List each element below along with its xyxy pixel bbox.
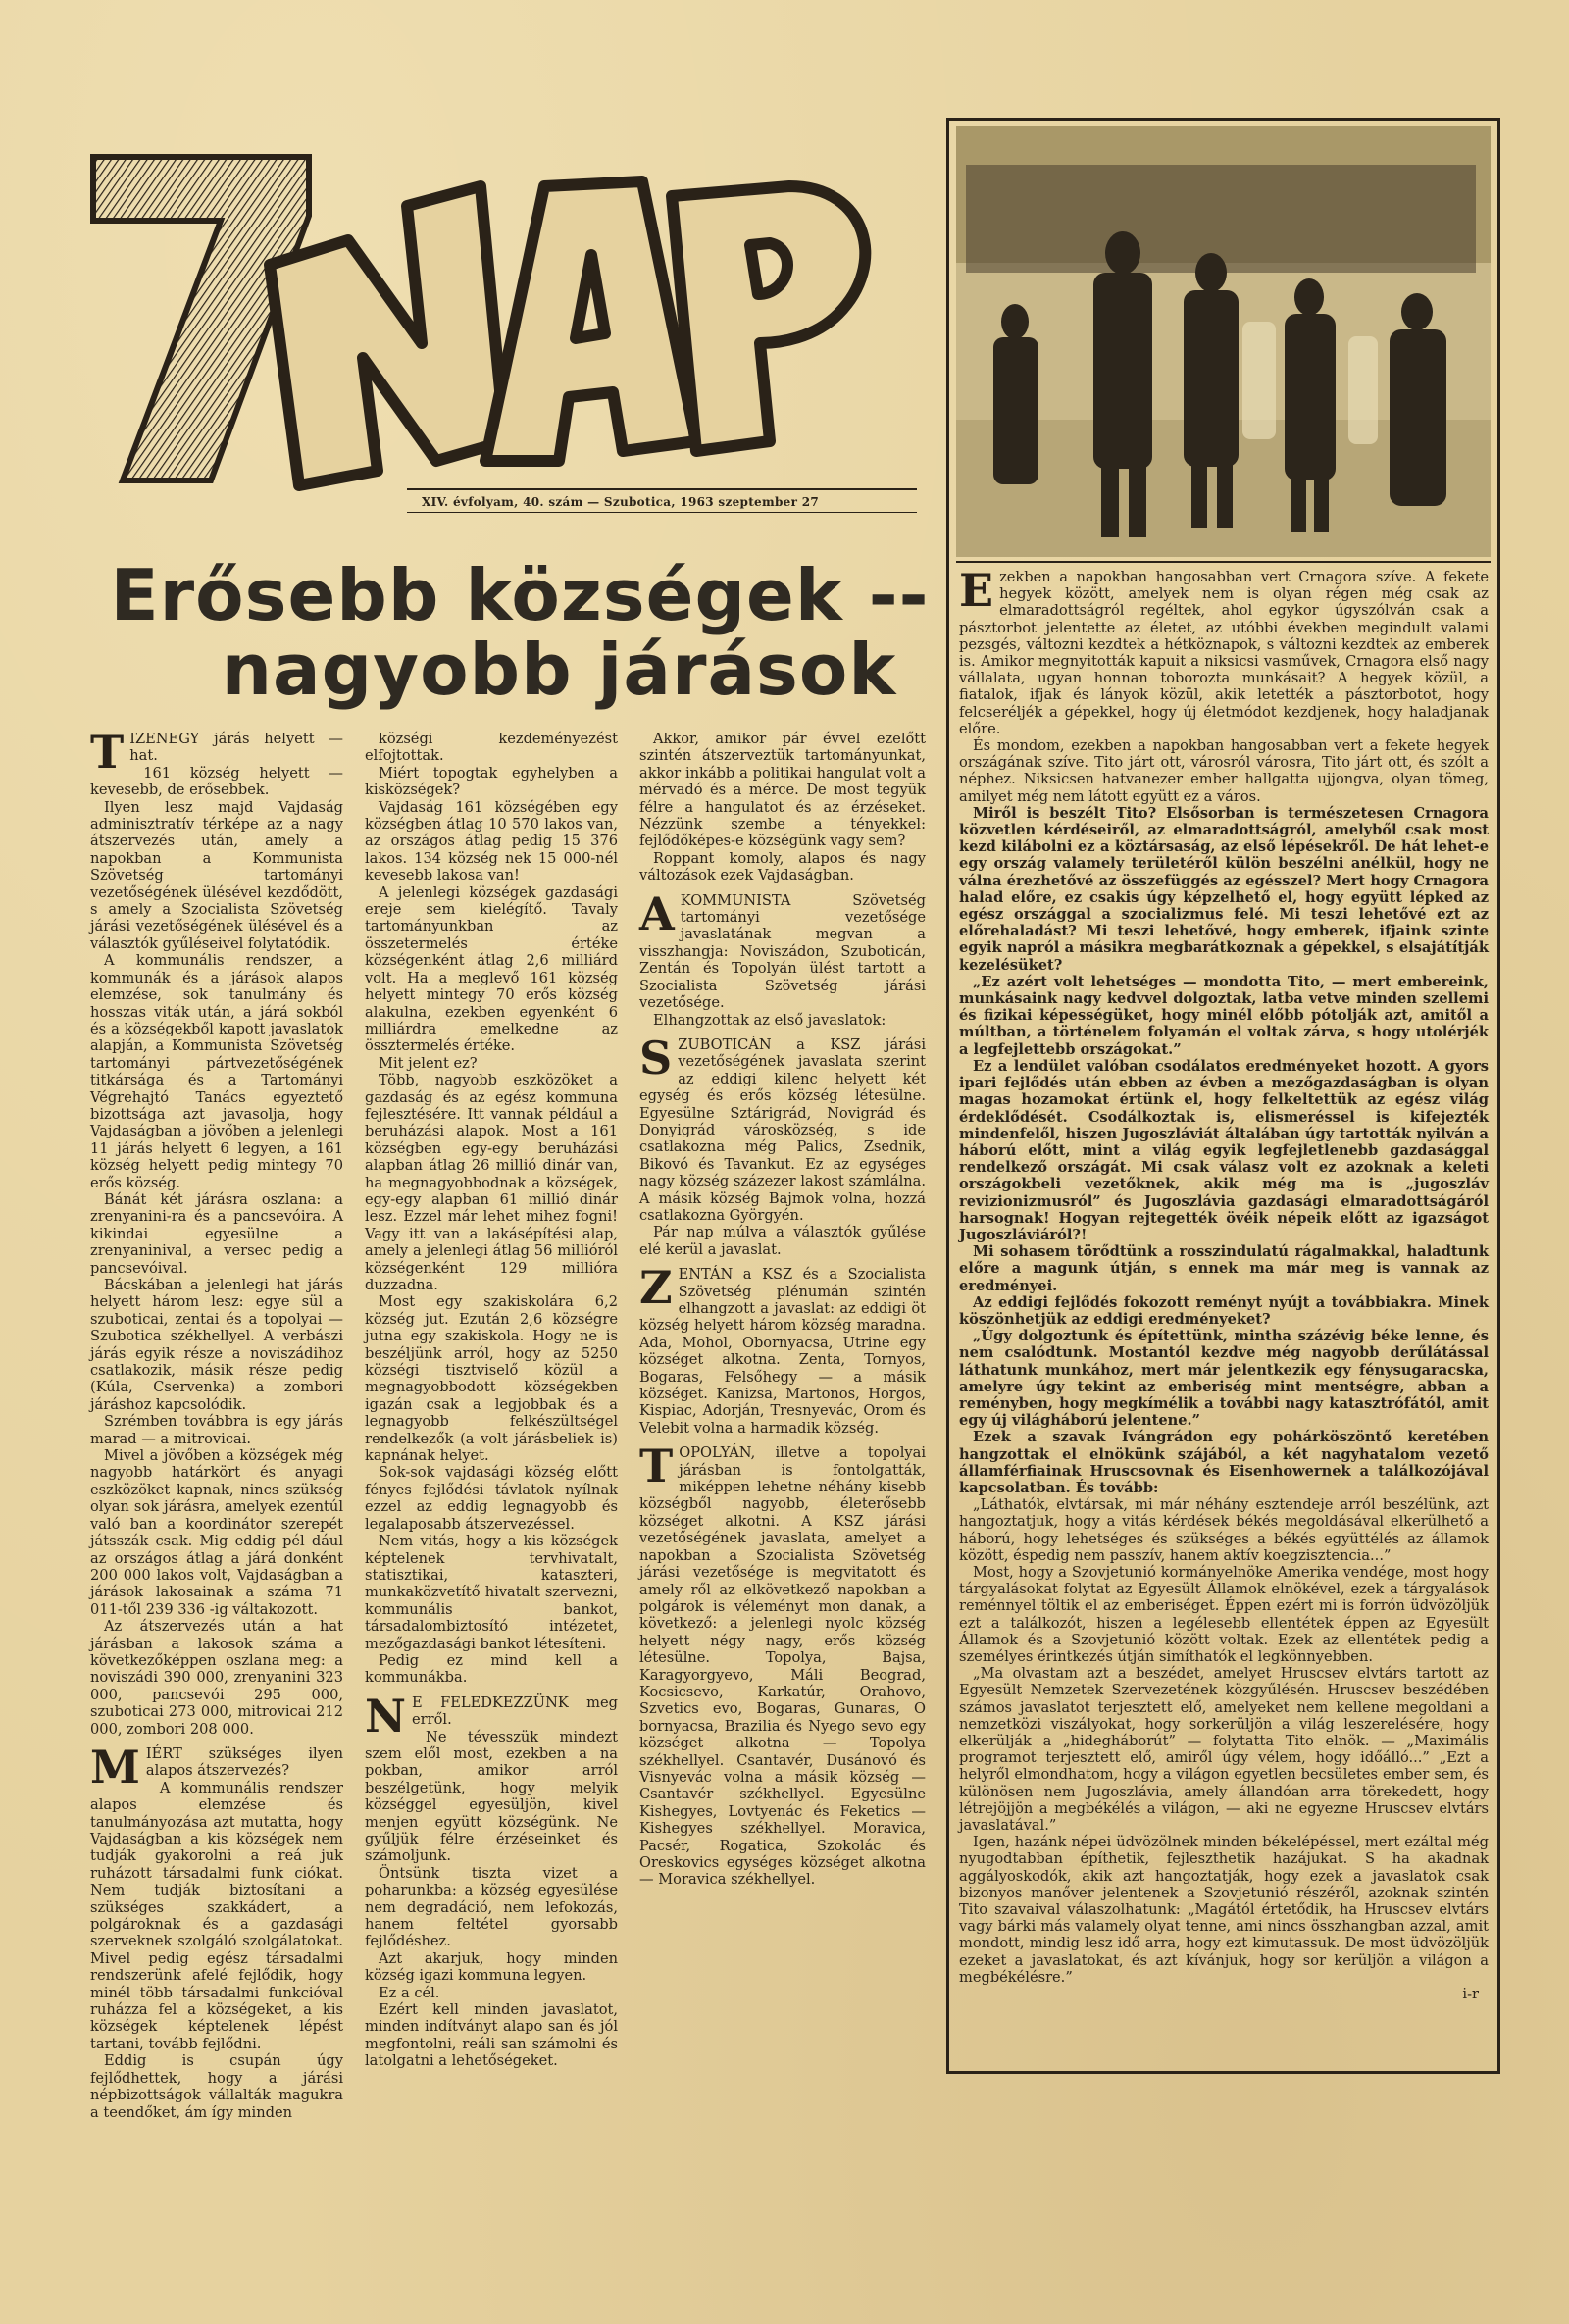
paragraph: IZENEGY járás helyett — hat.	[129, 731, 343, 765]
author-signature: i-r	[1462, 1986, 1479, 2003]
paragraph: községi kezdeményezést elfojtottak.	[365, 731, 618, 765]
photo-rule	[956, 561, 1491, 563]
paragraph: A kommunális rendszer alapos elemzése és tanulmányozása azt mutatta, hogy Vajdaságban a kis községek nem tudják gyakorolni a reá juk ruházott társadalmi funk ciókat. Nem tudják biztosítani a szükséges szakkádert, a polgároknak és a gazdasági szerveknek szolgáló szolgálatokat. Mivel pedig egész társadalmi rendszerünk afelé fejlődik, hogy minél több társadalmi funkcióval ruházza fel a községeket, a kis községek képtelenek lépést tartani, tovább fejlődni.	[90, 1779, 343, 2052]
main-headline	[88, 554, 951, 711]
paragraph: Ne tévesszük mindezt szem elől most, ezekben a na pokban, amikor arról beszélgetünk, hogy melyik községgel egyesüljön, kivel menjen együtt községünk. Ne gyűljük félre érzéseinket és számoljunk.	[365, 1728, 618, 1865]
paragraph: Ez a lendület valóban csodálatos eredményeket hozott. A gyors ipari fejlődés után ebben az évben a mezőgazdaságban is olyan magas hozamokat értünk el, hogy felkeltettük az egész világ érdeklődését. Csodálkoztak is, elismeréssel is kifejezték mindenfelől, hiszen Jugoszláviát általában úgy tartották nyilván a háború előtt, mint a világ egyik legfejletlenebb gazdasággal rendelkező országát. Mi csak válasz volt ez azoknak a keleti országokbeli vezetőknek, akik még ma is „jugoszláv revizionizmusról” és Jugoszlávia gazdasági elmaradottságáról harsognak! Hogyan rejtegették övéik népeik előtt az igazságot Jugoszláviáról?!	[959, 1057, 1489, 1243]
article-column-1	[90, 726, 343, 2121]
paragraph: Bánát két járásra oszlana: a zrenyanini-ra és a pancsevóira. A kikindai egyesülne a zrenyaninival, a versec pedig a pancsevóival.	[90, 1190, 343, 1277]
paragraph: zekben a napokban hangosabban vert Crnagora szíve. A fekete hegyek között, amelyek nem is olyan régen még csak az elmaradottságról regéltek, ahol egykor úgyszólván csak a pásztorbot jelentette az életet, az utóbbi években megindult valami pezsgés, változni kezdtek a hétköznapok, s változni kezdtek az emberek is. Amikor megnyitották kapuit a niksicsi vasművek, Crnagora első nagy vállalata, ugyan honnan toborozta munkásait? A hegyek közül, a fiatalok, ifjak és lányok közül, akik letették a pásztorbotot, hogy felcseréljék a gépekkel, hogy új életmódot kezdjenek, hogy haladjanak előre.	[959, 569, 1489, 737]
paragraph: Mivel a jövőben a községek még nagyobb határkört és anyagi eszközöket kapnak, nincs szükség olyan sok járásra, amelyek ezentúl való ban a koordinátor szerepét játsszák csak. Mig eddig pél dául az országos átlag a járá donként 200 000 lakos volt, Vajdaságban a járások lakosainak a száma 71 011-től 239 336 -ig váltakozott.	[90, 1447, 343, 1618]
right-article-column	[959, 564, 1489, 2003]
paragraph: KOMMUNISTA Szövetség tartományi vezetősége javaslatának megvan a visszhangja: Noviszádon, Szuboticán, Zentán és Topolyán ülést tartott a Szocialista Szövetség járási vezetősége.	[639, 891, 926, 1012]
headline-line-1: Erősebb községek --	[110, 554, 930, 636]
paragraph: Mi sohasem törődtünk a rosszindulatú rágalmakkal, haladtunk előre a magunk útján, s ennek ma már meg is vannak az eredményei.	[959, 1243, 1489, 1294]
paragraph: Az eddigi fejlődés fokozott reményt nyújt a továbbiakra. Minek köszönhetjük az eddigi eredményeket?	[959, 1293, 1489, 1328]
paragraph: Mit jelent ez?	[379, 1054, 478, 1072]
paragraph: Szrémben továbbra is egy járás marad — a mitrovicai.	[90, 1413, 343, 1447]
logo-title-text: 7NAP	[83, 147, 86, 148]
dropcap-z: Z	[639, 1261, 673, 1315]
paragraph: Most egy szakiskolára 6,2 község jut. Ezután 2,6 községre jutna egy szakiskola. Hogy ne is beszéljünk arról, hogy az 5250 községi tisztviselő közül a megnagyobbodott községekben igazán csak a legjobbak és a legnagyobb felkészültségel rendelkezők (a volt járásbeliek is) kapnának helyet.	[365, 1293, 618, 1465]
paragraph: IÉRT szükséges ilyen alapos átszervezés?	[145, 1744, 343, 1780]
paragraph: Ilyen lesz majd Vajdaság adminisztratív térképe az a nagy átszervezés után, amely a napokban a Kommunista Szövetség tartományi vezetőségének ülésével kezdődött, s amely a Szocialista Szövetség járási vezetőségének ülésével és a választók gyűléseivel folytatódik.	[90, 798, 343, 952]
dropcap-s: S	[639, 1031, 673, 1085]
paragraph: Miről is beszélt Tito? Elsősorban is természetesen Crnagora közvetlen kérdéseiről, az elmaradottságról, amelyből csak most kezd kilábolni ez a köztársaság, az első lépésekről. De hát lehet-e egy ország valamely területéről külön beszélni anélkül, hogy ne válna érezhetővé az összefüggés az egésszel? Mert hogy Crnagora halad előre, ez csakis úgy képzelhető el, hogy együtt lépked az egész országgal a szocializmus felé. Mi teszi lehetővé ezt az előrehaladást? Mi teszi lehetővé, hogy emberek, ifjaink szinte egyik napról a másikra megbarátkoznak a gépekkel, s elsajátítják kezelésüket?	[959, 804, 1489, 974]
paragraph: Nem vitás, hogy a kis községek képtelenek tervhivatalt, statisztikai, kataszteri, munkaközvetítő hivatalt szervezni, kommunális bankot, társadalombiztosító intézetet, mezőgazdasági bankot létesíteni.	[365, 1533, 618, 1652]
masthead-logo	[83, 147, 907, 500]
dropcap-t2: T	[639, 1440, 674, 1493]
paragraph: ENTÁN a KSZ és a Szocialista Szövetség plénumán szintén elhangzott a javaslat: az eddigi öt község helyett három község maradna. Ada, Mohol, Obornyacsa, Utrine egy községet alkotna. Zenta, Tornyos, Bogaras, Felsőhegy — a másik községet. Kanizsa, Martonos, Horgos, Kispiac, Adorján, Tresnyevác, Orom és Velebit volna a harmadik község.	[639, 1266, 926, 1437]
paragraph: Pár nap múlva a választók gyűlése elé kerül a javaslat.	[639, 1224, 926, 1258]
paragraph: OPOLYÁN, illetve a topolyai járásban is fontolgatták, miképpen lehetne néhány kisebb községből nagyobb, életerősebb községet alkotni. A KSZ járási vezetőségének javaslata, amelyet a napokban a Szocialista Szövetség járási vezetősége is megvitatott és amely ről az elkövetkező napokban a polgárok is véleményt mon danak, a következő: a jelenlegi nyolc község helyett négy nagy, erős község létesülne. Topolya, Bajsa, Karagyorgyevo, Máli Beograd, Kocsicsevo, Karkatúr, Orahovo, Szvetics evo, Bogaras, Gunaras, O bornyacsa, Brazilia és Nyego sevo egy községet alkotna — Topolya székhellyel. Csantavér, Dusánovó és Visnyevác volna a másik község — Csantavér székhellyel. Egyesülne Kishegyes, Lovtyenác és Feketics — Kishegyes székhellyel. Moravica, Pacsér, Rogatica, Szokolác és Oreskovics egységes községet alkotna — Moravica székhellyel.	[639, 1444, 926, 1889]
paragraph: Ezért kell minden javaslatot, minden indítványt alapo san és jól megfontolni, reáli san számolni és latolgatni a lehetőségeket.	[365, 2001, 618, 2070]
paragraph: Ezek a szavak Ivángrádon egy pohárköszöntő keretében hangzottak el elnökünk szájából, a két nagyhatalom vezető államférfiainak Hruscsovnak és Eisenhowernek a találkozójával kapcsolatban. És tovább:	[959, 1429, 1489, 1496]
paragraph: A jelenlegi községek gazdasági ereje sem kielégítő. Tavaly tartományunkban az összetermelés értéke községenként átlag 2,6 milliárd volt. Ha a meglevő 161 község helyett mintegy 70 erős község alakulna, ezekben egyenként 6 milliárdra emelkedne az össztermelés értéke.	[365, 884, 618, 1055]
paragraph: Több, nagyobb eszközöket a gazdaság és az egész kommuna fejlesztésére. Itt vannak például a beruházási alapok. Most a 161 községben egy-egy beruházási alapban átlag 26 millió dinár van, ha megnagyobbodnak a községek, egy-egy alapban 61 millió dinár lesz. Ezzel már lehet mihez fogni! Vagy itt van a lakásépítési alap, amely a jelenlegi átlag 56 millióról községenként 129 millióra duzzadna.	[365, 1072, 618, 1293]
paragraph: Eddig is csupán úgy fejlődhettek, hogy a járási népbizottságok vállalták magukra a teendőket, ám így minden	[90, 2052, 343, 2121]
issue-rule-bottom	[407, 512, 917, 513]
paragraph: „Ez azért volt lehetséges — mondotta Tito, — mert embereink, munkásaink nagy kedvvel dolgoztak, latba vetve minden szellemi és fizikai képességüket, hogy minél előbb pótolják azt, amitől a múltban, a történelem folyamán el voltak zárva, s hogy utolérjék a legfejlettebb országokat.”	[959, 973, 1489, 1058]
paragraph: Igen, hazánk népei üdvözölnek minden békelépéssel, mert ezáltal még nyugodtabban építhetik, fejleszthetik hazájukat. S ha akadnak aggályoskodók, akik azt hangoztatják, hogy ezek a javaslatok csak bizonyos manőver jelentenek a Szovjetunió részéről, azoknak szintén Tito szavaival válaszolhatunk: „Magától értetődik, ha Hruscsev elvtárs vagy bárki más valamely olyat tenne, ami nincs összhangban azzal, amit mondott, mindig lesz idő arra, hogy ezt kimutassuk. De most üdvözöljük ezeket a javaslatokat, és azt kívánjuk, hogy sor kerüljön a világon a megbékélésre.”	[959, 1834, 1489, 1986]
paragraph: „Ma olvastam azt a beszédet, amelyet Hruscsev elvtárs tartott az Egyesült Nemzetek Szervezetének közgyűlésén. Hruscsev beszédében számos javaslatot terjesztett elő, amelyeket nem kellene megoldani a nemzetközi viszályokat, hogy sorkerüljön a világ leszerelésére, hogy elkerülják a „hidegháborút” — folytatta Tito elnök. — „Maximális programot terjesztett elő, amiről úgy vélem, hogy időálló...” „Ezt a helyről elmondhatom, hogy a világon egyetlen becsületes ember sem, és különösen nem Jugoszlávia, amely állandóan arra törekedett, hogy létrejöjjön a megbékélés a világon, — aki ne egyezne Hruscsev elvtárs javaslatával.”	[959, 1665, 1489, 1835]
paragraph: Pedig ez mind kell a kommunákba.	[365, 1651, 618, 1687]
paragraph: Öntsünk tiszta vizet a poharunkba: a község egyesülése nem degradáció, nem lefokozás, hanem feltétel gyorsabb fejlődéshez.	[365, 1864, 618, 1950]
dropcap-a: A	[639, 886, 675, 940]
paragraph: 161 község helyett — kevesebb, de erősebbek.	[90, 764, 343, 799]
paragraph: Ez a cél.	[379, 1984, 440, 2001]
issue-rule-top	[407, 488, 917, 490]
paragraph: Miért topogtak egyhelyben a kisközségek?	[365, 764, 618, 799]
issue-line: XIV. évfolyam, 40. szám — Szubotica, 1963 szeptember 27	[422, 495, 819, 509]
logo-letter-p	[672, 186, 865, 451]
paragraph: Akkor, amikor pár évvel ezelőtt szintén átszerveztük tartományunkat, akkor inkább a politikai hangulat volt a mérvadó és a mérce. De most tegyük félre a hangulatot és az érzéseket. Nézzünk szembe a tényekkel: fejlődőképes-e községünk vagy sem?	[639, 731, 926, 850]
paragraph: Az átszervezés után a hat járásban a lakosok száma a következőképpen oszlana meg: a noviszádi 390 000, zrenyanini 323 000, pancsevói 295 000, szuboticai 273 000, mitrovicai 212 000, zombori 208 000.	[90, 1618, 343, 1738]
article-column-3	[639, 731, 926, 1889]
paragraph: Roppant komoly, alapos és nagy változások ezek Vajdaságban.	[639, 849, 926, 884]
paragraph: ZUBOTICÁN a KSZ járási vezetőségének javaslata szerint az eddigi kilenc helyett két egység és erős község létesülne. Egyesülne Sztárigrád, Novigrád és Donyigrád városközség, s ide csatlakozna még Palics, Zsednik, Bikovó és Tavankut. Ez az egységes nagy község százezer lakost számlálna. A másik község Bajmok volna, hozzá csatlakozna Györgyén.	[639, 1036, 926, 1224]
dropcap-e: E	[959, 564, 994, 617]
paragraph: És mondom, ezekben a napokban hangosabban vert a fekete hegyek országának szíve. Tito járt ott, városról városra, Tito járt ott, és szólt a néphez. Niksicsen hatvanezer ember hallgatta ujjongva, olyan tömeg, amilyet még nem látott együtt ez a város.	[959, 737, 1489, 805]
news-photo	[956, 126, 1491, 557]
dropcap-n: N	[365, 1689, 407, 1743]
paragraph: Vajdaság 161 községében egy községben átlag 10 570 lakos van, az országos átlag pedig 15 376 lakos. 134 község nek 15 000-nél kevesebb lakosa van!	[365, 798, 618, 884]
paragraph: Azt akarjuk, hogy minden község igazi kommuna legyen.	[365, 1949, 618, 1985]
paragraph: Most, hogy a Szovjetunió kormányelnöke Amerika vendége, most hogy tárgyalásokat folytat az Egyesült Államok elnökével, ezek a tárgyalások reménnyel töltik el az emberiséget. Éppen ezért mi is forrón üdvözöljük ezt a találkozót, hiszen a legélesebb ellentétek éppen az Egyesült Államok és a Szovjetunió között voltak. Ezek az ellentétek pedig a személyes érintkezés útján simíthatók el legkönnyebben.	[959, 1563, 1489, 1665]
dropcap-m: M	[90, 1740, 140, 1794]
paragraph: E FELEDKEZZÜNK meg erről.	[412, 1693, 618, 1729]
paragraph: Elhangzottak az első javaslatok:	[653, 1011, 886, 1029]
article-column-2	[365, 731, 618, 2070]
paragraph: Bácskában a jelenlegi hat járás helyett három lesz: egye sül a szuboticai, zentai és a topolyai — Szubotica székhellyel. A verbászi járás egyik része a noviszádihoz csatlakozik, másik része pedig (Kúla, Cservenka) a zombori járáshoz kapcsolódik.	[90, 1277, 343, 1413]
paragraph: A kommunális rendszer, a kommunák és a járások alapos elemzése, sok tanulmány és hosszas viták után, a járá sokból és a községekből kapott javaslatok alapján, a Kommunista Szövetség tartományi pártvezetőségének titkársága és a Tartományi Végrehajtó Tanács egyeztető bizottsága azt javasolja, hogy Vajdaságban a jövőben a jelenlegi 11 járás helyett 6 legyen, a 161 község helyett pedig mintegy 70 erős község.	[90, 952, 343, 1191]
dropcap-t: T	[90, 726, 125, 779]
paragraph: „Úgy dolgoztunk és építettünk, mintha százévig béke lenne, és nem csalódtunk. Mostantól kezdve még nagyobb derűlátással láthatunk munkához, mert már jelentkezik egy fénysugaracska, amelyre úgy tekint az emberiség mint mentségre, abban a reményben, hogy megkímélik a további nagy katasztrófától, amit egy új világháború jelentene.”	[959, 1328, 1489, 1430]
logo-letter-a	[485, 181, 696, 461]
paragraph: Sok-sok vajdasági község előtt fényes fejlődési távlatok nyílnak ezzel az eddig legnagyobb és legalaposabb átszervezéssel.	[365, 1464, 618, 1533]
paragraph: „Láthatók, elvtársak, mi már néhány esztendeje arról beszélünk, azt hangoztatjuk, hogy a vitás kérdések békés megoldásával elkerülhető a háború, hogy lehetséges és szükséges a békés együttélés az államok között, éspedig nem passzív, hanem aktív koegzisztencia...”	[959, 1496, 1489, 1564]
headline-line-2: nagyobb járások	[221, 628, 897, 711]
